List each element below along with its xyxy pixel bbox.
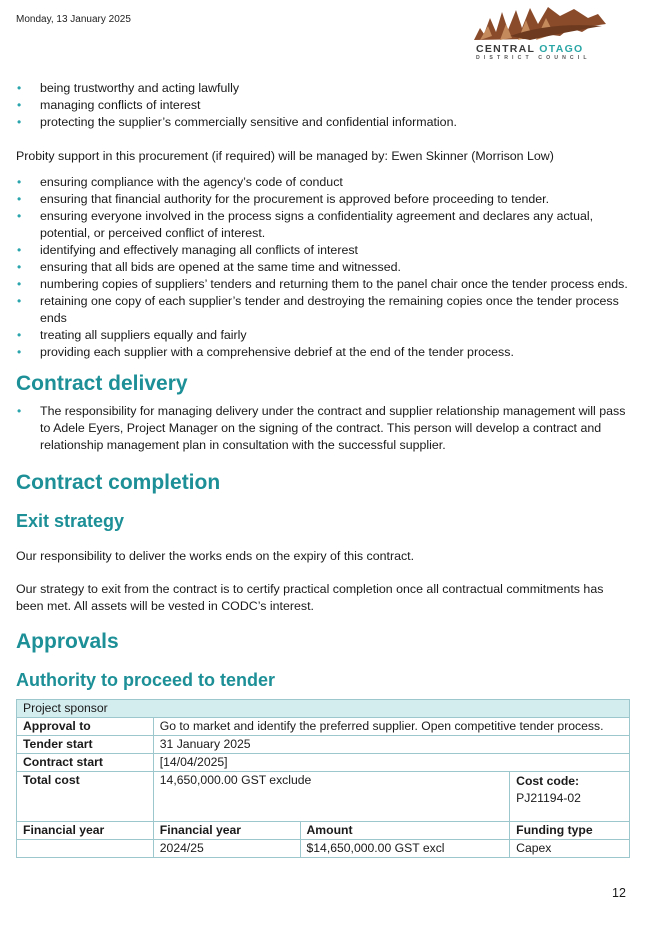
table-label: Financial year <box>17 822 154 840</box>
authority-heading: Authority to proceed to tender <box>16 670 276 690</box>
exit-strategy-paragraph-1: Our responsibility to deliver the works ends on the expiry of this contract. <box>16 549 415 563</box>
council-logo <box>470 6 632 62</box>
table-cell: $14,650,000.00 GST excl <box>300 840 510 858</box>
table-cell: 2024/25 <box>153 840 300 858</box>
contract-completion-heading: Contract completion <box>16 471 221 494</box>
list-item: • providing each supplier with a comprehensive debrief at the end of the tender process. <box>17 345 514 359</box>
list-item: • retaining one copy of each supplier’s tender and destroying the remaining copies once the tender process ends <box>17 294 619 325</box>
list-item: • The responsibility for managing delivery under the contract and supplier relationship management will pass to Adele Eyers, Project Manager on the signing of the contract. This person will develop a contract and relationship management plan in consultation with the successful supplier. <box>17 404 626 452</box>
list-item: • protecting the supplier’s commercially sensitive and confidential information. <box>17 115 457 129</box>
table-row <box>17 822 630 840</box>
logo-text-district-council: DISTRICT COUNCIL <box>476 55 591 61</box>
table-label: Contract start <box>17 754 154 772</box>
cost-code-cell: Cost code: PJ21194-02 <box>510 772 630 822</box>
table-header: Financial year <box>153 822 300 840</box>
table-cell: [14/04/2025] <box>153 754 629 772</box>
page-number: 12 <box>612 886 626 900</box>
contract-delivery-list <box>16 403 630 454</box>
list-item: • managing conflicts of interest <box>17 98 201 112</box>
list-item: • numbering copies of suppliers’ tenders and returning them to the panel chair once the tender process ends. <box>17 277 628 291</box>
table-label: Tender start <box>17 736 154 754</box>
list-item: • treating all suppliers equally and fairly <box>17 328 247 342</box>
header-date: Monday, 13 January 2025 <box>16 14 131 25</box>
table-row <box>17 754 630 772</box>
table-label: Total cost <box>17 772 154 822</box>
table-cell: 14,650,000.00 GST exclude <box>153 772 509 822</box>
list-item: • ensuring compliance with the agency’s code of conduct <box>17 175 343 189</box>
list-item: • identifying and effectively managing all conflicts of interest <box>17 243 358 257</box>
table-header: Funding type <box>510 822 630 840</box>
probity-paragraph: Probity support in this procurement (if required) will be managed by: Ewen Skinner (Morrison Low) <box>16 149 554 163</box>
document-body <box>16 80 630 858</box>
approvals-heading: Approvals <box>16 630 119 653</box>
probity-bullet-list <box>16 174 630 361</box>
list-item: • ensuring everyone involved in the process signs a confidentiality agreement and declares any actual, potential, or perceived conflict of interest. <box>17 209 594 240</box>
table-cell <box>17 840 154 858</box>
table-cell: Capex <box>510 840 630 858</box>
table-cell: Go to market and identify the preferred supplier. Open competitive tender process. <box>153 718 629 736</box>
list-item: • being trustworthy and acting lawfully <box>17 81 240 95</box>
logo-text-central-otago: CENTRAL OTAGO <box>476 43 584 55</box>
table-row <box>17 772 630 822</box>
list-item: • ensuring that all bids are opened at the same time and witnessed. <box>17 260 401 274</box>
table-row <box>17 840 630 858</box>
table-cell: 31 January 2025 <box>153 736 629 754</box>
table-label: Approval to <box>17 718 154 736</box>
project-sponsor-cell: Project sponsor <box>17 700 630 718</box>
contract-delivery-heading: Contract delivery <box>16 372 188 395</box>
list-item: • ensuring that financial authority for the procurement is approved before proceeding to tender. <box>17 192 550 206</box>
exit-strategy-paragraph-2: Our strategy to exit from the contract is to certify practical completion once all contractual commitments has been met. All assets will be vested in CODC’s interest. <box>16 582 604 613</box>
exit-strategy-heading: Exit strategy <box>16 511 125 531</box>
mountains-icon <box>470 6 632 42</box>
table-header: Amount <box>300 822 510 840</box>
table-row <box>17 718 630 736</box>
top-bullet-list <box>16 80 630 131</box>
table-row <box>17 736 630 754</box>
authority-table <box>16 699 630 858</box>
table-row <box>17 700 630 718</box>
